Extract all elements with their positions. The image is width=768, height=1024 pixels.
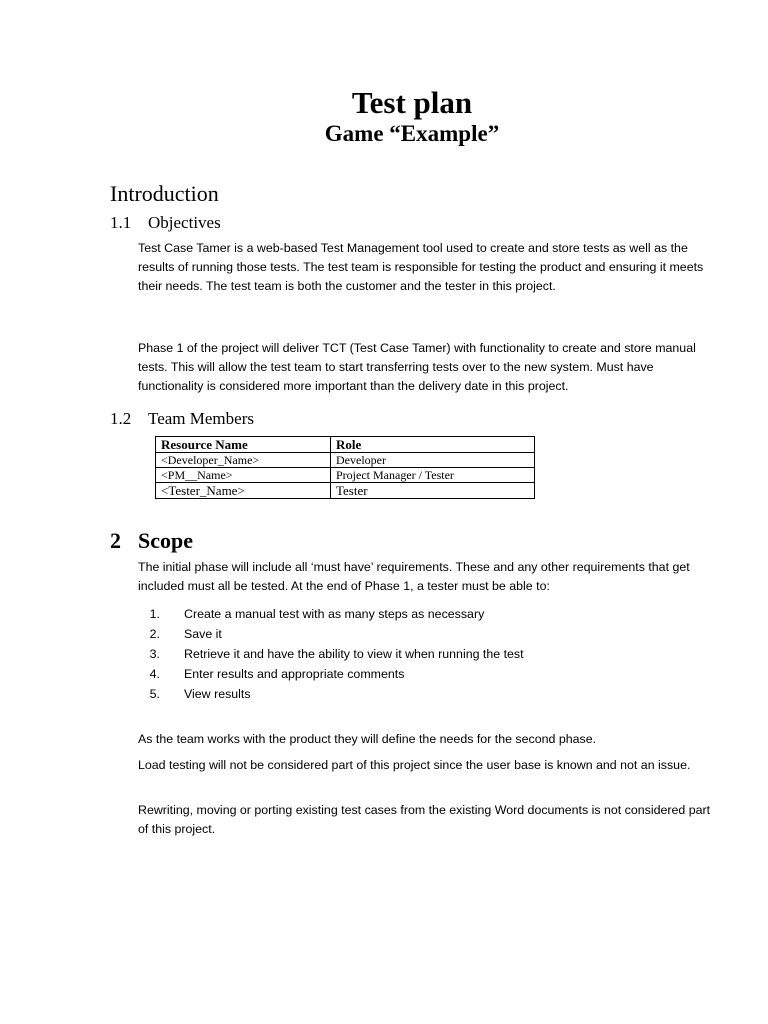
role-cell: Developer <box>331 453 535 468</box>
list-item-number: 3. <box>149 647 160 661</box>
list-item-text: Enter results and appropriate comments <box>184 667 405 681</box>
document-title: Test plan <box>351 85 473 120</box>
list-item-number: 2. <box>149 627 160 641</box>
list-item-text: Save it <box>184 627 222 641</box>
list-item <box>138 644 524 664</box>
team-members-table <box>155 436 535 499</box>
resource-name-cell: <Developer_Name> <box>156 453 331 468</box>
table-row <box>156 483 535 499</box>
objectives-heading <box>110 212 221 234</box>
objectives-paragraph-1: Test Case Tamer is a web-based Test Management tool used to create and store tests as well as the results of running those tests. The test team is responsible for testing the product and ensuring it meets their needs. The test team is both the customer and the tester in this project. <box>138 241 704 293</box>
list-item <box>138 664 524 684</box>
list-item-number: 1. <box>149 607 160 621</box>
list-item-text: Retrieve it and have the ability to view it when running the test <box>184 647 524 661</box>
table-row <box>156 453 535 468</box>
scope-load-testing-paragraph: Load testing will not be considered part of this project since the user base is known and not an issue. <box>138 758 691 772</box>
scope-intro-paragraph: The initial phase will include all ‘must have’ requirements. These and any other requirements that get included must all be tested. At the end of Phase 1, a tester must be able to: <box>138 560 690 593</box>
scope-number: 2 <box>110 528 121 553</box>
scope-steps-list <box>138 604 524 704</box>
list-item-number: 5. <box>149 687 160 701</box>
table-header-row <box>156 437 535 453</box>
objectives-number: 1.1 <box>110 213 132 232</box>
team-members-title: Team Members <box>148 409 254 428</box>
list-item-text: Create a manual test with as many steps as necessary <box>184 607 485 621</box>
scope-rewrite-paragraph: Rewriting, moving or porting existing test cases from the existing Word documents is not considered part of this project. <box>138 803 711 836</box>
role-cell: Project Manager / Tester <box>331 468 535 483</box>
resource-name-cell: <PM__Name> <box>156 468 331 483</box>
document-subtitle: Game “Example” <box>324 121 500 146</box>
list-item <box>138 604 524 624</box>
table-row <box>156 468 535 483</box>
team-members-number: 1.2 <box>110 409 132 428</box>
scope-heading <box>110 527 193 555</box>
scope-title: Scope <box>138 528 193 553</box>
list-item-text: View results <box>184 687 251 701</box>
column-header-role: Role <box>331 437 535 453</box>
list-item <box>138 624 524 644</box>
objectives-title: Objectives <box>148 213 221 232</box>
column-header-resource-name: Resource Name <box>156 437 331 453</box>
introduction-heading: Introduction <box>110 181 219 206</box>
role-cell: Tester <box>331 483 535 499</box>
resource-name-cell: <Tester_Name> <box>156 483 331 499</box>
list-item-number: 4. <box>149 667 160 681</box>
objectives-paragraph-2: Phase 1 of the project will deliver TCT (Test Case Tamer) with functionality to create and store manual tests. This will allow the test team to start transferring tests over to the new system. Must have functionality is considered more important than the delivery date in this project. <box>138 341 696 393</box>
list-item <box>138 684 524 704</box>
team-members-heading <box>110 408 254 430</box>
scope-team-paragraph: As the team works with the product they will define the needs for the second phase. <box>138 732 597 746</box>
